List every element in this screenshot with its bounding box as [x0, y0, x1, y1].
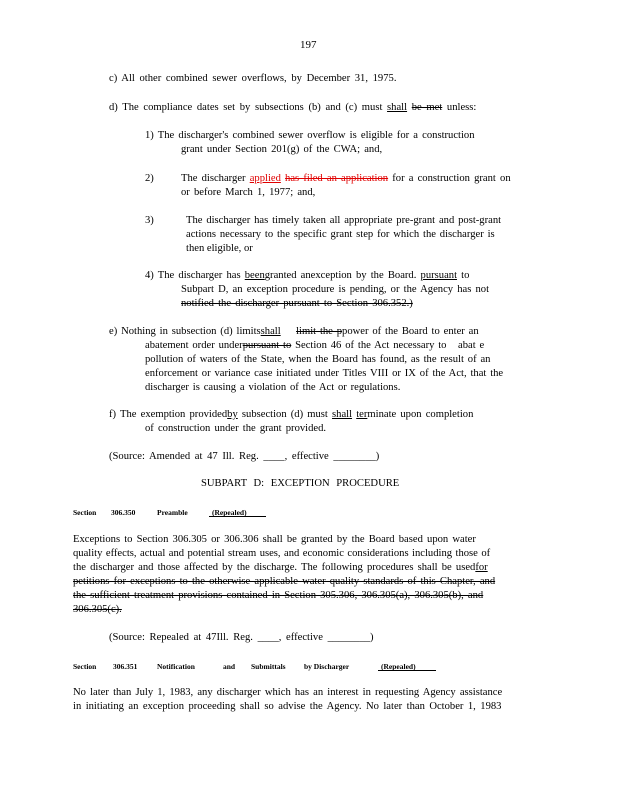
- section-number: 306.350: [111, 508, 136, 517]
- para-350-line2: quality effects, actual and potential stream uses, and economic considerations including those of: [73, 548, 491, 559]
- para-350-line4-deleted: petitions for exceptions to the otherwise applicable water quality standards of this Chapter, and: [73, 576, 496, 587]
- page-number: 197: [300, 39, 317, 51]
- item-e-line1: e) Nothing in subsection (d) limitsshall limit the ppower of the Board to enter an: [109, 326, 479, 337]
- item-c: c) All other combined sewer overflows, by December 31, 1975.: [109, 73, 397, 84]
- item-d2-line1: The discharger applied has filed an application for a construction grant on: [181, 173, 511, 184]
- item-d1-line2: grant under Section 201(g) of the CWA; and,: [181, 144, 383, 155]
- item-e-line2: abatement order underpursuant to Section 46 of the Act necessary to abat e: [145, 340, 485, 351]
- status-underline: [378, 670, 436, 671]
- deleted-text: pursuant to: [242, 340, 292, 351]
- deleted-text: has filed an application: [285, 173, 389, 184]
- item-f-line1: f) The exemption providedby subsection (d) must shall terminate upon completion: [109, 409, 474, 420]
- item-d2-number: 2): [145, 173, 154, 184]
- source-note-amended: (Source: Amended at 47 Ill. Reg. ____, effective ________): [109, 451, 380, 462]
- item-f-line2: of construction under the grant provided.: [145, 423, 327, 434]
- para-350-line5-deleted: the sufficient treatment provisions contained in Section 305.306, 306.305(a), 306.305(b), and: [73, 590, 484, 601]
- section-title-part2: Submittals: [251, 662, 286, 671]
- section-title-part1: Notification: [157, 662, 195, 671]
- section-title-and: and: [223, 662, 236, 671]
- section-label: Section: [73, 508, 97, 517]
- item-d3-line3: then eligible, or: [186, 243, 253, 254]
- source-note-repealed: (Source: Repealed at 47Ill. Reg. ____, effective ________): [109, 632, 374, 643]
- para-351-line1: No later than July 1, 1983, any discharger which has an interest in requesting Agency assistance: [73, 687, 503, 698]
- status-underline: [209, 516, 266, 517]
- item-d1-line1: 1) The discharger's combined sewer overflow is eligible for a construction: [145, 130, 475, 141]
- section-number: 306.351: [113, 662, 138, 671]
- section-title-part3: by Discharger: [304, 662, 350, 671]
- item-d3-line1: The discharger has timely taken all appropriate pre-grant and post-grant: [186, 215, 502, 226]
- item-e-line4: enforcement or variance case initiated under Titles VIII or IX of the Act, that the: [145, 368, 504, 379]
- inserted-text: shall: [387, 102, 408, 113]
- section-status: (Repealed): [212, 508, 247, 517]
- deleted-text: be met: [411, 102, 443, 113]
- subpart-title: SUBPART D: EXCEPTION PROCEDURE: [201, 478, 400, 489]
- item-d2-line2: or before March 1, 1977; and,: [181, 187, 316, 198]
- section-status: (Repealed): [381, 662, 416, 671]
- deleted-text: limit the p: [296, 326, 343, 337]
- section-label: Section: [73, 662, 97, 671]
- inserted-text: applied: [249, 173, 281, 184]
- item-d4-line1: 4) The discharger has beengranted anexception by the Board. pursuant to: [145, 270, 470, 281]
- item-d: d) The compliance dates set by subsections (b) and (c) must shall be met unless:: [109, 102, 477, 113]
- item-d3-number: 3): [145, 215, 154, 226]
- section-title: Preamble: [157, 508, 188, 517]
- item-d4-line2: Subpart D, an exception procedure is pending, or the Agency has not: [181, 284, 490, 295]
- item-e-line5: discharger is causing a violation of the Act or regulations.: [145, 382, 401, 393]
- para-351-line2: in initiating an exception proceeding shall so advise the Agency. No later than October 1, 1983: [73, 701, 502, 712]
- item-e-line3: pollution of waters of the State, when the Board has found, as the result of an: [145, 354, 491, 365]
- item-d4-line3-deleted: notified the discharger pursuant to Section 306.352.): [181, 298, 413, 309]
- para-350-line6-deleted: 306.305(c).: [73, 604, 122, 615]
- para-350-line1: Exceptions to Section 306.305 or 306.306 shall be granted by the Board based upon water: [73, 534, 476, 545]
- item-d3-line2: actions necessary to the specific grant step for which the discharger is: [186, 229, 495, 240]
- para-350-line3: the discharger and those affected by the discharge. The following procedures shall be usedfor: [73, 562, 488, 573]
